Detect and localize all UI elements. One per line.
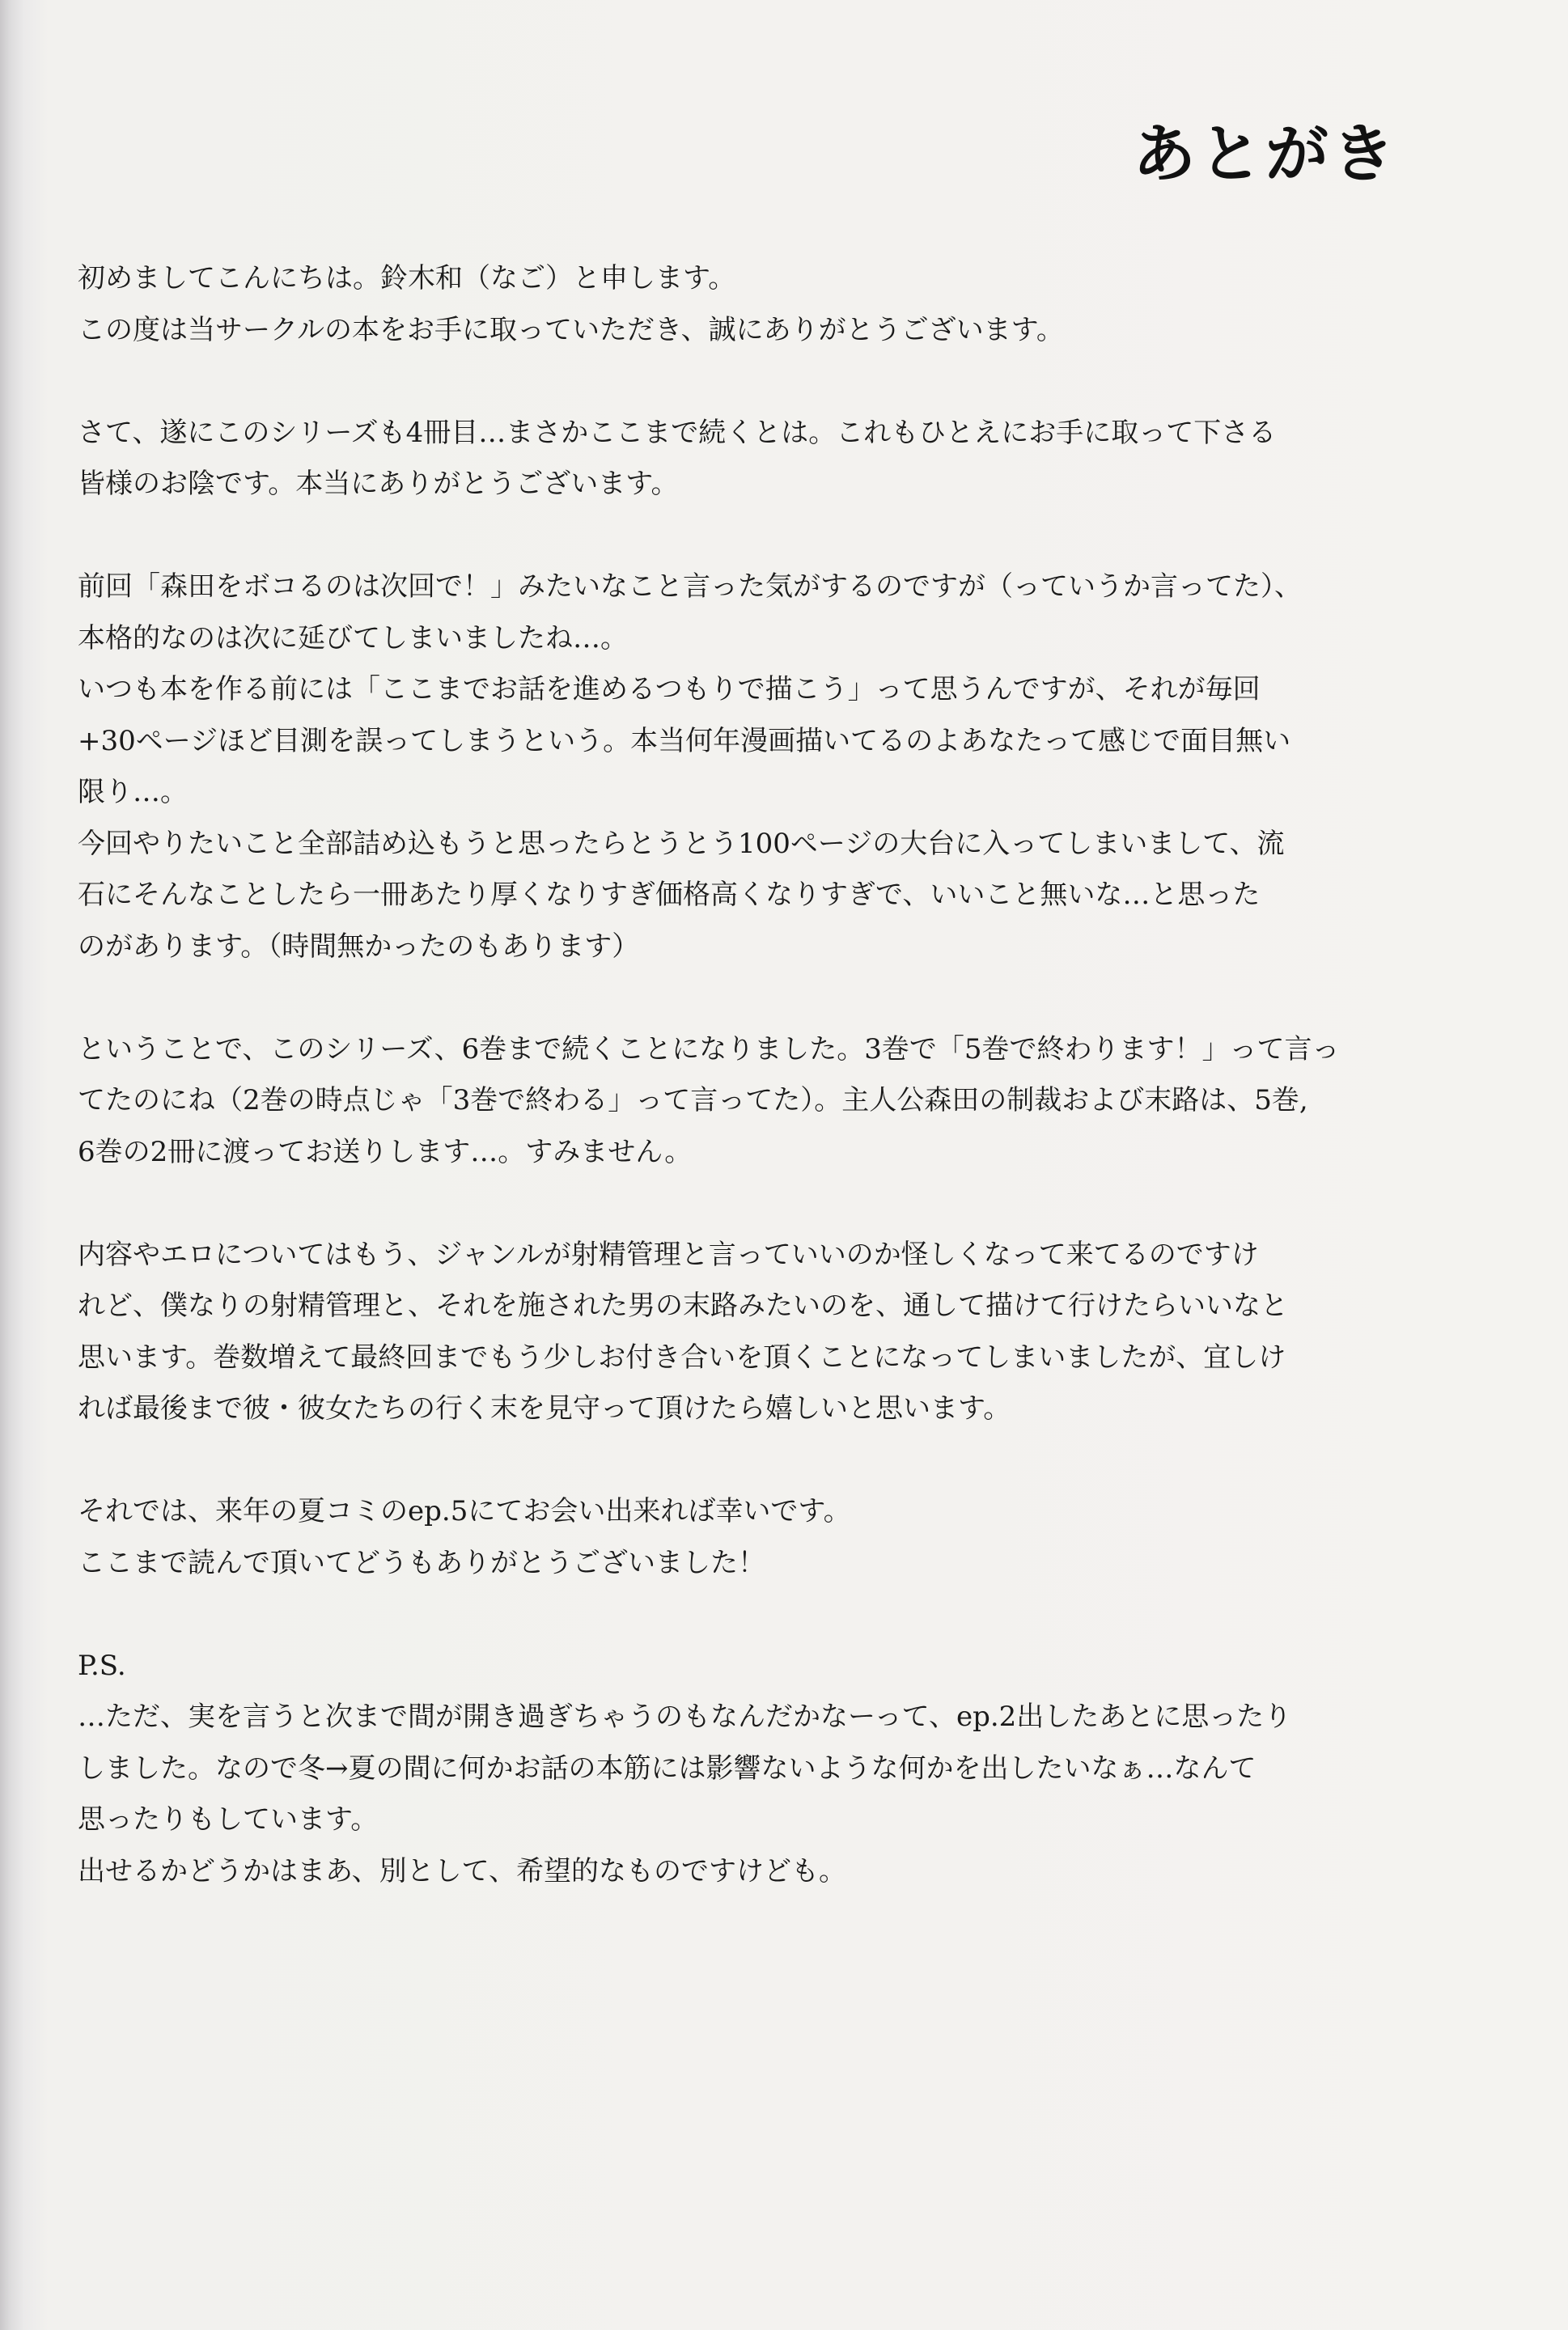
paragraph-3 — [78, 561, 1372, 972]
text-line: ここまで読んで頂いてどうもありがとうございました！ — [78, 1546, 765, 1579]
page-title: あとがき — [1132, 118, 1398, 191]
text-line: ということで、このシリーズ、6巻まで続くことになりました。3巻で「5巻で終わります！」って言っ — [78, 1032, 1340, 1065]
postscript-heading: P.S. — [78, 1649, 126, 1682]
text-line: この度は当サークルの本をお手に取っていただき、誠にありがとうございます。 — [78, 313, 1064, 346]
text-line: 内容やエロについてはもう、ジャンルが射精管理と言っていいのか怪しくなって来てるのですけ — [78, 1238, 1259, 1271]
text-line: それでは、来年の夏コミのep.5にてお会い出来れば幸いです。 — [78, 1495, 851, 1527]
text-line: 皆様のお陰です。本当にありがとうございます。 — [78, 468, 679, 500]
paragraph-5 — [78, 1230, 1372, 1435]
text-line: さて、遂にこのシリーズも4冊目…まさかここまで続くとは。これもひとえにお手に取って下さる — [78, 416, 1277, 449]
text-line: +30ページほど目測を誤ってしまうという。本当何年漫画描いてるのよあなたって感じで面目無い — [78, 724, 1291, 757]
text-line: いつも本を作る前には「ここまでお話を進めるつもりで描こう」って思うんですが、それが毎回 — [78, 673, 1261, 705]
paragraph-spacer — [78, 1435, 1372, 1487]
text-line: 本格的なのは次に延びてしまいましたね…。 — [78, 621, 628, 655]
text-line: れば最後まで彼・彼女たちの行く末を見守って頂けたら嬉しいと思います。 — [78, 1392, 1011, 1425]
paragraph-spacer — [78, 1589, 1372, 1641]
text-line: てたのにね（2巻の時点じゃ「3巻で終わる」って言ってた）。主人公森田の制裁および末路は、5巻, — [78, 1084, 1308, 1116]
paragraph-1 — [78, 253, 1372, 356]
paragraph-spacer — [78, 510, 1372, 562]
text-line: 初めましてこんにちは。鈴木和（なご）と申します。 — [78, 262, 736, 294]
text-line: 出せるかどうかはまあ、別として、希望的なものですけども。 — [78, 1854, 846, 1887]
text-line: 今回やりたいこと全部詰め込もうと思ったらとうとう100ページの大台に入ってしまいまして、流 — [78, 827, 1285, 860]
text-line: …ただ、実を言うと次まで間が開き過ぎちゃうのもなんだかなーって、ep.2出したあとに思ったり — [78, 1701, 1292, 1733]
paragraph-4 — [78, 1024, 1372, 1179]
text-line: 6巻の2冊に渡ってお送りします…。すみません。 — [78, 1135, 693, 1168]
text-line: 前回「森田をボコるのは次回で！」みたいなこと言った気がするのですが（っていうか言ってた）、 — [78, 570, 1302, 603]
text-line: 石にそんなことしたら一冊あたり厚くなりすぎ価格高くなりすぎで、いいこと無いな…と思った — [78, 879, 1261, 911]
text-line: 思ったりもしています。 — [78, 1803, 379, 1836]
text-line: 思います。巻数増えて最終回までもう少しお付き合いを頂くことになってしまいましたが、宜しけ — [78, 1341, 1286, 1374]
paragraph-spacer — [78, 972, 1372, 1024]
paragraph-spacer — [78, 356, 1372, 408]
afterword-body — [78, 253, 1372, 1897]
text-line: しました。なので冬→夏の間に何かお話の本筋には影響ないような何かを出したいなぁ…なんて — [78, 1752, 1257, 1785]
paragraph-6 — [78, 1486, 1372, 1589]
text-line: 限り…。 — [78, 776, 188, 808]
text-line: のがあります。（時間無かったのもあります） — [78, 930, 640, 963]
paragraph-2 — [78, 408, 1372, 510]
paragraph-spacer — [78, 1178, 1372, 1230]
postscript — [78, 1641, 1372, 1898]
text-line: れど、僕なりの射精管理と、それを施された男の末路みたいのを、通して描けて行けたらいいなと — [78, 1290, 1288, 1322]
